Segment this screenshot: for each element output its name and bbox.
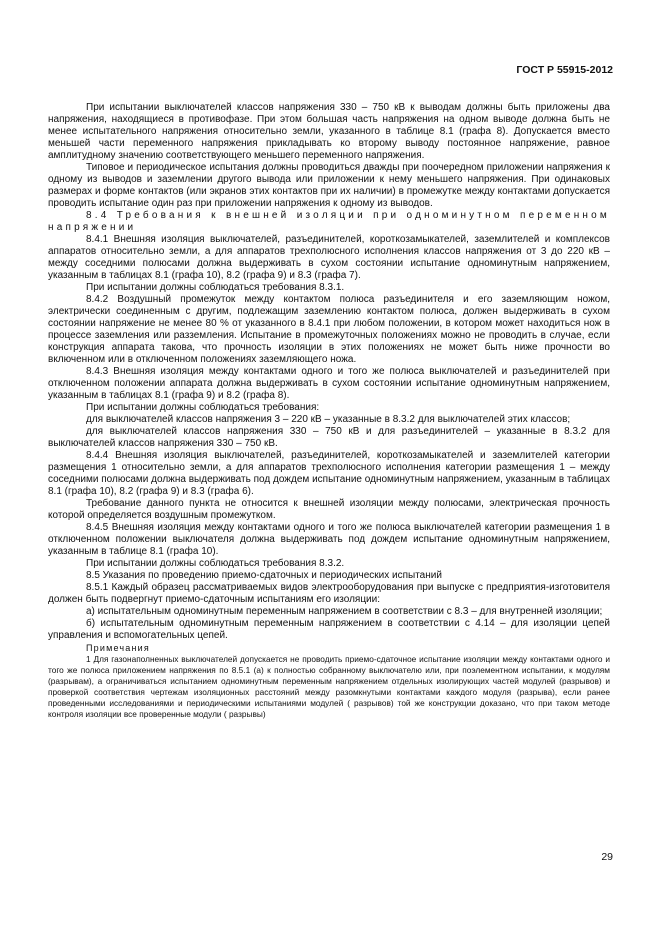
note-item: 1 Для газонаполненных выключателей допускается не проводить приемо-сдаточное испытание изоляции между контактами одного и того же полюса приложением напряжения по 8.5.1 (а) к полностью собранному выключателю или, при поэлементном испытании, к модулям (разрывам), а ограничиваться испытанием одноминутным переменным напряжением отдельных изолирующих частей модулей (разрывов) и проверкой соответствия чертежам изоляционных расстояний между разомкнутыми контактами каждого модуля (разрыва), если ранее проведенными исследованиями и периодическими испытаниями модулей ( разрывов) той же конструкции доказано, что при таком методе контроля изоляции все проверенные модули ( разрывы) bbox=[48, 654, 610, 719]
document-id: ГОСТ Р 55915-2012 bbox=[516, 64, 613, 76]
section-heading-8-5: 8.5 Указания по проведению приемо-сдаточных и периодических испытаний bbox=[86, 570, 442, 581]
paragraph: 8.4.5 Внешняя изоляция между контактами одного и того же полюса выключателей категории размещения 1 в отключенном положении выключателя должна выдерживать под дождем испытание одноминутным напряжением, указанным в таблице 8.1 (графа 10). bbox=[48, 522, 610, 557]
paragraph: При испытании должны соблюдаться требования 8.3.1. bbox=[86, 282, 345, 293]
page-body bbox=[48, 102, 610, 720]
page-number: 29 bbox=[601, 851, 613, 863]
paragraph: Требование данного пункта не относится к внешней изоляции между полюсами, электрическая прочность которой определяется воздушным промежутком. bbox=[48, 498, 610, 521]
paragraph: 8.4.4 Внешняя изоляция выключателей, разъединителей, короткозамыкателей и заземлителей категории размещения 1 относительно земли, а для аппаратов трехполюсного исполнения категории размещения 1 – между соседними полюсами должна выдерживать под дождем испытание одноминутным напряжением, указанным в таблицах 8.1 (графа 10), 8.2 (графа 9) и 8.3 (графа 6). bbox=[48, 450, 610, 497]
paragraph: 8.5.1 Каждый образец рассматриваемых видов электрооборудования при выпуске с предприятия-изготовителя должен быть подвергнут приемо-сдаточным испытаниям его изоляции: bbox=[48, 582, 610, 605]
notes-title: Примечания bbox=[86, 643, 150, 653]
paragraph: При испытании должны соблюдаться требования 8.3.2. bbox=[86, 558, 345, 569]
list-item: а) испытательным одноминутным переменным напряжением в соответствии с 8.3 – для внутренней изоляции; bbox=[86, 606, 603, 617]
paragraph: При испытании выключателей классов напряжения 330 – 750 кВ к выводам должны быть приложены два напряжения, находящиеся в противофазе. При этом большая часть напряжения на одном выводе должна быть не менее испытательного напряжения относительно земли, указанного в таблице 8.1 (графа 8). Допускается вместо меньшей части переменного напряжения прикладывать ко второму выводу постоянное напряжение, равное амплитудному значению соответствующего меньшего переменного напряжения. bbox=[48, 102, 610, 161]
paragraph: 8.4.2 Воздушный промежуток между контактом полюса разъединителя и его заземляющим ножом, электрически соединенным с другим, подлежащим заземлению контактом полюса, должен выдерживать в сухом состоянии напряжение не менее 80 % от указанного в 8.4.1 при любом положении, в котором может находиться нож в процессе заземления или разземления. Испытание в промежуточных положениях можно не проводить в случае, если конструкция аппарата такова, что прочность изоляции в этих положениях не может быть ниже прочности во включенном или в отключенном положениях заземляющего ножа. bbox=[48, 294, 610, 365]
paragraph: для выключателей классов напряжения 3 – 220 кВ – указанные в 8.3.2 для выключателей этих классов; bbox=[86, 414, 571, 425]
paragraph: Типовое и периодическое испытания должны проводиться дважды при поочередном приложении напряжения к одному из выводов и заземлении другого вывода или приложении к нему меньшего напряжения. При одинаковых размерах и форме контактов (или экранов этих контактов при их наличии) в промежутке между контактами допускается проводить испытание один раз при приложении напряжения к одному из выводов. bbox=[48, 162, 610, 209]
paragraph: При испытании должны соблюдаться требования: bbox=[86, 402, 320, 413]
paragraph: 8.4.3 Внешняя изоляция между контактами одного и того же полюса выключателей и разъединителей при отключенном положении аппарата должна выдерживать в сухом состоянии испытание одноминутным напряжением, указанным в таблицах 8.1 (графа 9) и 8.2 (графа 8). bbox=[48, 366, 610, 401]
paragraph: для выключателей классов напряжения 330 – 750 кВ и для разъединителей – указанные в 8.3.2 для выключателей классов напряжения 330 – 750 кВ. bbox=[48, 426, 610, 449]
list-item: б) испытательным одноминутным переменным напряжением в соответствии с 4.14 – для изоляции цепей управления и вспомогательных цепей. bbox=[48, 618, 610, 641]
section-heading-8-4: 8.4 Требования к внешней изоляции при одноминутном переменном напряжении bbox=[48, 210, 610, 233]
paragraph: 8.4.1 Внешняя изоляция выключателей, разъединителей, короткозамыкателей, заземлителей и комплексов аппаратов относительно земли, а для аппаратов трехполюсного исполнения классов напряжения от 3 до 220 кВ – между соседними полюсами должна выдерживать в сухом состоянии испытание одноминутным напряжением, указанным в таблицах 8.1 (графа 10), 8.2 (графа 9) и 8.3 (графа 7). bbox=[48, 234, 610, 281]
